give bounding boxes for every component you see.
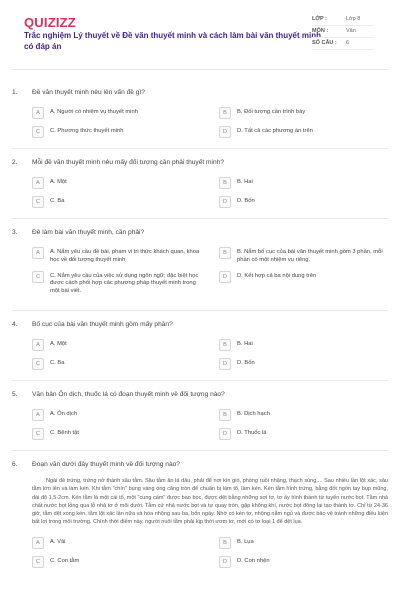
option-text: C. Con tằm — [50, 557, 80, 564]
options-grid — [12, 339, 388, 371]
question-6 — [12, 460, 388, 569]
option-a[interactable] — [32, 339, 201, 352]
question-4 — [12, 320, 388, 371]
option-text: D. Bốn — [237, 360, 255, 366]
option-text: D. Con nhện — [237, 557, 270, 564]
option-c[interactable] — [32, 428, 201, 441]
option-letter-box: D — [219, 428, 231, 440]
option-letter-box: D — [219, 556, 231, 568]
option-a[interactable] — [32, 537, 201, 550]
option-letter-box: C — [32, 196, 44, 208]
reading-passage: Ngài đẻ trứng, trứng nở thành sâu tằm. Sâu tằm ăn lá dâu, phải để nơi kín gió, phòng ruồi nhặng, thạch sùng,... Sau nhiều lần lột xác, sâu tằm lớn lên và làm kén. Khi tằm "chín" bụng vàng óng căng tròn để chuẩn bị làm tổ, làm kén. Kén tằm hình trứng, bằng đốt ngón tay bụp mũng, dài độ 1,5-2cm. Kén tằm là một cái tổ, một "cung cấm" được bao bọc, được dệt bằng những sợi tơ, tơ ấy hình thành từ tuyến nước bọt. Tằm nhả chất nước bọt lỏng qua lỗ nhả tơ ở môi dưới. Tằm cứ nhả nước bọt và tự quay tròn, gặp không khí, nước bọt đông lại tạo thành tơ. Chỉ từ 24-36 giờ, tằm dệt xong kén, tằm lột xác lần nữa và hóa nhộng sau ba, bốn ngày. Nhờ có kén tơ, nhộng nằm ngủ và được bảo vệ tránh những điều kiện bất lợi trong môi trường. Chính thời điểm này, người nuôi tằm phải kịp thời ươm tơ, mới có tơ loại 1 để dệt lụa. — [32, 478, 388, 526]
option-d[interactable] — [219, 271, 388, 296]
question-number: 5. — [12, 391, 18, 398]
option-letter-box: B — [219, 537, 231, 549]
option-a[interactable] — [32, 107, 201, 120]
meta-table — [312, 14, 374, 50]
meta-row-count — [312, 38, 374, 50]
option-d[interactable] — [219, 428, 388, 441]
option-letter-box: A — [32, 339, 44, 351]
option-c[interactable] — [32, 126, 201, 139]
divider — [12, 218, 388, 219]
option-text: B. Hai — [237, 341, 253, 347]
option-b[interactable] — [219, 537, 388, 550]
question-number: 2. — [12, 159, 18, 166]
option-letter-box: D — [219, 126, 231, 138]
option-c[interactable] — [32, 556, 201, 569]
worksheet-header — [12, 0, 388, 70]
question-3 — [12, 228, 388, 296]
option-letter-box: B — [219, 107, 231, 119]
question-5 — [12, 390, 388, 441]
option-text: C. Bệnh tật — [50, 430, 80, 436]
option-text: D. Tất cả các phương án trên — [237, 128, 313, 134]
option-letter-box: C — [32, 556, 44, 568]
option-letter-box: A — [32, 177, 44, 189]
option-c[interactable] — [32, 358, 201, 371]
subject-label: MÔN : — [312, 28, 329, 34]
option-text: C. Phương thức thuyết minh — [50, 128, 124, 134]
option-text: B. Lụa — [237, 538, 254, 545]
meta-row-subject — [312, 26, 374, 38]
option-letter-box: B — [219, 339, 231, 351]
divider — [12, 148, 388, 149]
question-text: Đề làm bài văn thuyết minh, cần phải? — [32, 229, 145, 236]
option-a[interactable] — [32, 177, 201, 190]
option-text: D. Thuốc lá — [237, 430, 267, 436]
option-b[interactable] — [219, 177, 388, 190]
option-letter-box: C — [32, 271, 44, 283]
question-2 — [12, 158, 388, 209]
question-number: 3. — [12, 229, 18, 236]
worksheet-title: Trắc nghiệm Lý thuyết về Đề văn thuyết minh và cách làm bài văn thuyết minh có đáp án — [24, 31, 321, 51]
options-grid — [12, 537, 388, 569]
class-label: LỚP : — [312, 16, 327, 22]
option-b[interactable] — [219, 107, 388, 120]
option-letter-box: C — [32, 428, 44, 440]
option-text: B. Dịch hạch — [237, 411, 270, 417]
option-letter-box: A — [32, 409, 44, 421]
question-1 — [12, 88, 388, 139]
question-text: Đoạn văn dưới đây thuyết minh về đối tượng nào? — [32, 461, 180, 468]
question-text: Bố cục của bài văn thuyết minh gồm mấy phần? — [32, 321, 173, 328]
option-text: C. Ba — [50, 360, 65, 366]
options-grid — [12, 177, 388, 209]
option-text: A. Một — [50, 179, 67, 185]
quizizz-logo: QUIZIZZ — [24, 15, 76, 30]
option-letter-box: B — [219, 409, 231, 421]
option-text: A. Vải — [50, 538, 66, 545]
option-letter-box: C — [32, 358, 44, 370]
class-value: Lớp 8 — [346, 16, 361, 22]
question-text: Văn bản Ôn dịch, thuốc lá có đoạn thuyết minh về đối tượng nào? — [32, 391, 225, 398]
option-text: B. Hai — [237, 179, 253, 185]
option-letter-box: B — [219, 247, 231, 259]
option-text: B. Đối tượng cần trình bày — [237, 109, 306, 115]
divider — [12, 310, 388, 311]
option-text: A. Ôn dịch — [50, 411, 78, 417]
option-text: C. Ba — [50, 198, 65, 204]
count-value: 6 — [346, 40, 350, 46]
option-d[interactable] — [219, 126, 388, 139]
option-text: D. Kết hợp cả ba nội dung trên — [237, 272, 317, 279]
option-a[interactable] — [32, 247, 201, 265]
divider — [12, 380, 388, 381]
option-letter-box: C — [32, 126, 44, 138]
option-letter-box: D — [219, 358, 231, 370]
option-letter-box: A — [32, 537, 44, 549]
option-a[interactable] — [32, 409, 201, 422]
option-d[interactable] — [219, 196, 388, 209]
question-text: Đề văn thuyết minh nêu lên vấn đề gì? — [32, 89, 145, 96]
option-letter-box: D — [219, 271, 231, 283]
option-d[interactable] — [219, 358, 388, 371]
divider — [12, 450, 388, 451]
option-c[interactable] — [32, 271, 201, 296]
option-c[interactable] — [32, 196, 201, 209]
option-text: C. Nắm yêu cầu của việc sử dụng ngôn ngữ; đặc biệt học được cách phối hợp các phương pháp thuyết minh trong một bài viết. — [50, 272, 199, 295]
option-text: A. Một — [50, 341, 67, 347]
options-grid — [12, 247, 388, 296]
question-number: 6. — [12, 461, 18, 468]
options-grid — [12, 409, 388, 441]
option-text: A. Người có nhiệm vụ thuyết minh — [50, 109, 138, 115]
option-text: B. Nắm bố cục của bài văn thuyết minh gồm 3 phần, mỗi phần có một nhiệm vụ riêng. — [237, 249, 383, 263]
options-grid — [12, 107, 388, 139]
option-b[interactable] — [219, 409, 388, 422]
option-b[interactable] — [219, 339, 388, 352]
option-text: D. Bốn — [237, 198, 255, 204]
option-text: A. Nắm yêu cầu đề bài, phạm vi tri thức khách quan, khoa học về đối tượng thuyết minh — [50, 249, 200, 263]
option-letter-box: B — [219, 177, 231, 189]
meta-row-class — [312, 14, 374, 26]
count-label: SỐ CÂU : — [312, 40, 337, 46]
subject-value: Văn — [346, 28, 356, 34]
option-letter-box: A — [32, 107, 44, 119]
question-text: Mỗi đề văn thuyết minh nêu mấy đối tượng cần phải thuyết minh? — [32, 159, 225, 166]
option-letter-box: A — [32, 247, 44, 259]
option-b[interactable] — [219, 247, 388, 265]
question-number: 1. — [12, 89, 18, 96]
option-letter-box: D — [219, 196, 231, 208]
question-number: 4. — [12, 321, 18, 328]
option-d[interactable] — [219, 556, 388, 569]
